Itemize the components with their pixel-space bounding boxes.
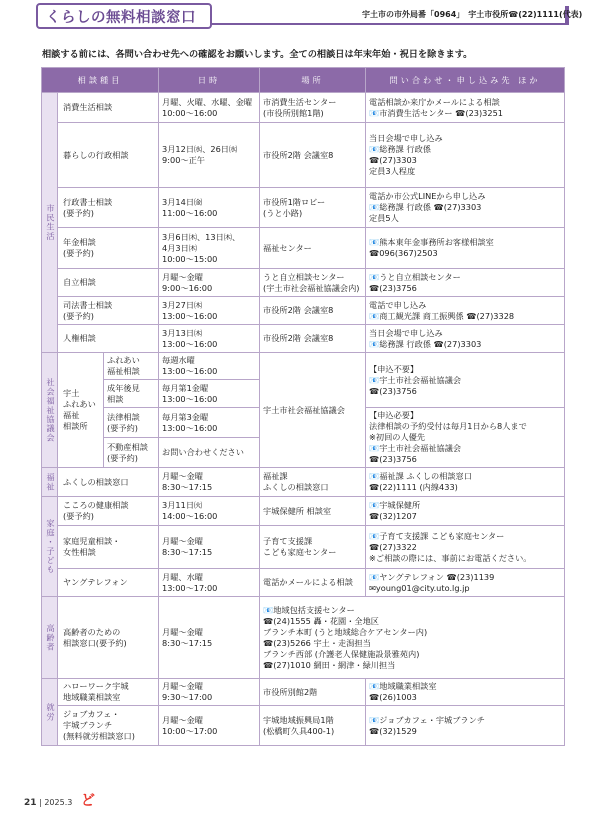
time-cell: 3月13日㈭ 13:00～16:00 (159, 325, 260, 353)
place-cell: 宇城保健所 相談室 (260, 497, 366, 526)
item-cell: 不動産相談 (要予約) (104, 438, 159, 468)
contact-cell: 📧うと自立相談センター ☎(23)3756 (366, 269, 565, 297)
section-title-box (36, 3, 212, 29)
contact-cell: 📧宇城保健所 ☎(32)1207 (366, 497, 565, 526)
place-cell: 子育て支援課 こども家庭センター (260, 526, 366, 569)
col-header-time: 日時 (159, 68, 260, 93)
time-cell: 毎月第1金曜 13:00～16:00 (159, 380, 260, 408)
category-label: 市民生活 (42, 93, 58, 353)
item-cell: 家庭児童相談・ 女性相談 (58, 526, 159, 569)
col-header-place: 場所 (260, 68, 366, 93)
time-cell: 月曜、火曜、水曜、金曜 10:00～16:00 (159, 93, 260, 123)
time-cell: 月曜～金曜 8:30～17:15 (159, 597, 260, 679)
table-row (42, 228, 565, 269)
place-cell: 市役所1階ロビー (うと小路) (260, 188, 366, 228)
time-cell: 月曜、水曜 13:00～17:00 (159, 569, 260, 597)
place-cell: 市役所2階 会議室8 (260, 297, 366, 325)
section-title: くらしの無料相談窓口 (46, 10, 196, 26)
time-cell: 3月12日㈬、26日㈬ 9:00～正午 (159, 123, 260, 188)
item-cell: 自立相談 (58, 269, 159, 297)
place-cell: 福祉センター (260, 228, 366, 269)
page-footer (24, 790, 95, 810)
item-cell: こころの健康相談 (要予約) (58, 497, 159, 526)
sub-group-label: 宇土 ふれあい 福祉 相談所 (58, 353, 104, 468)
place-cell: 福祉課 ふくしの相談窓口 (260, 468, 366, 497)
category-label: 高齢者 (42, 597, 58, 679)
item-cell: ジョブカフェ・ 宇城ブランチ (無料就労相談窓口) (58, 706, 159, 746)
time-cell: 月曜～金曜 10:00～17:00 (159, 706, 260, 746)
table-row (42, 123, 565, 188)
place-cell: 宇城地域振興局1階 (松橋町久具400-1) (260, 706, 366, 746)
time-cell: 月曜～金曜 9:00～16:00 (159, 269, 260, 297)
time-cell: 3月14日㈮ 11:00～16:00 (159, 188, 260, 228)
item-cell: ふれあい 福祉相談 (104, 353, 159, 380)
time-cell: 毎週水曜 13:00～16:00 (159, 353, 260, 380)
category-label: 就労 (42, 679, 58, 746)
contact-cell: 電話相談か来庁かメールによる相談 📧市消費生活センター ☎(23)3251 (366, 93, 565, 123)
issue-date: 2025.3 (44, 798, 73, 807)
item-cell: 暮らしの行政相談 (58, 123, 159, 188)
item-cell: 法律相談 (要予約) (104, 408, 159, 438)
table-row (42, 188, 565, 228)
time-cell: 月曜～金曜 9:30～17:00 (159, 679, 260, 706)
table-row (42, 569, 565, 597)
table-row (42, 497, 565, 526)
table-row (42, 325, 565, 353)
item-cell: 行政書士相談 (要予約) (58, 188, 159, 228)
table-row (42, 679, 565, 706)
contact-cell: 📧地域職業相談室 ☎(26)1003 (366, 679, 565, 706)
item-cell: ふくしの相談窓口 (58, 468, 159, 497)
time-cell: 3月27日㈭ 13:00～16:00 (159, 297, 260, 325)
consultation-table (41, 67, 565, 746)
item-cell: 年金相談 (要予約) (58, 228, 159, 269)
table-row (42, 269, 565, 297)
table-header-row (42, 68, 565, 93)
publication-logo: ど (80, 793, 95, 809)
contact-cell: 【申込必要】 法律相談の予約受付は毎月1日から8人まで ※初回の人優先 📧宇土市社会福祉協議会 ☎(23)3756 (366, 408, 565, 468)
page-header (0, 0, 600, 30)
contact-cell: 電話で申し込み 📧商工観光課 商工振興係 ☎(27)3328 (366, 297, 565, 325)
place-cell: 市役所2階 会議室8 (260, 325, 366, 353)
contact-cell: 電話か市公式LINEから申し込み 📧総務課 行政係 ☎(27)3303 定員5人 (366, 188, 565, 228)
time-cell: 3月11日㈫ 14:00～16:00 (159, 497, 260, 526)
contact-cell: 【申込不要】 📧宇土市社会福祉協議会 ☎(23)3756 (366, 353, 565, 408)
place-cell: 電話かメールによる相談 (260, 569, 366, 597)
contact-cell: 当日会場で申し込み 📧総務課 行政係 ☎(27)3303 (366, 325, 565, 353)
page-number: 21 (24, 798, 37, 808)
item-cell: 成年後見 相談 (104, 380, 159, 408)
item-cell: 司法書士相談 (要予約) (58, 297, 159, 325)
contact-cell: 📧福祉課 ふくしの相談窓口 ☎(22)1111 (内線433) (366, 468, 565, 497)
time-cell: 月曜～金曜 8:30～17:15 (159, 468, 260, 497)
contact-cell: 📧子育て支援課 こども家庭センター ☎(27)3322 ※ご相談の際には、事前にお電話ください。 (366, 526, 565, 569)
contact-cell: 📧ヤングテレフォン ☎(23)1139 ✉young01@city.uto.lg.jp (366, 569, 565, 597)
contact-cell: 📧熊本東年金事務所お客様相談室 ☎096(367)2503 (366, 228, 565, 269)
place-cell: 宇土市社会福祉協議会 (260, 353, 366, 468)
header-rule (210, 23, 565, 25)
table-row (42, 597, 565, 679)
item-cell: 消費生活相談 (58, 93, 159, 123)
time-cell: 毎月第3金曜 13:00～16:00 (159, 408, 260, 438)
item-cell: 人権相談 (58, 325, 159, 353)
table-row (42, 526, 565, 569)
table-row (42, 353, 565, 380)
category-label: 福祉 (42, 468, 58, 497)
table-row (42, 297, 565, 325)
city-phone-info: 宇土市の市外局番「0964」 宇土市役所☎(22)1111(代表) (362, 10, 583, 19)
category-label: 家庭・子ども (42, 497, 58, 597)
item-cell: ヤングテレフォン (58, 569, 159, 597)
place-cell: うと自立相談センター (宇土市社会福祉協議会内) (260, 269, 366, 297)
footer-divider: | (39, 798, 45, 807)
table-row (42, 93, 565, 123)
item-cell: 高齢者のための 相談窓口(要予約) (58, 597, 159, 679)
place-cell: 市消費生活センター (市役所別館1階) (260, 93, 366, 123)
time-cell: 月曜～金曜 8:30～17:15 (159, 526, 260, 569)
col-header-item: 相談種目 (42, 68, 159, 93)
time-cell: 3月6日㈭、13日㈭、 4月3日㈭ 10:00～15:00 (159, 228, 260, 269)
place-cell: 市役所別館2階 (260, 679, 366, 706)
contact-cell: 📧地域包括支援センター ☎(24)1555 轟・花園・全地区 ブランチ本町 (うと地域総合ケアセンター内) ☎(23)5266 宇土・走潟担当 ブランチ西部 (介護老人保健施設景雅苑内) ☎(27)1010 網田・網津・緑川担当 (260, 597, 565, 679)
col-header-contact: 問い合わせ・申し込み先 ほか (366, 68, 565, 93)
place-cell: 市役所2階 会議室8 (260, 123, 366, 188)
table-row (42, 706, 565, 746)
contact-cell: 当日会場で申し込み 📧総務課 行政係 ☎(27)3303 定員3人程度 (366, 123, 565, 188)
contact-cell: 📧ジョブカフェ・宇城ブランチ ☎(32)1529 (366, 706, 565, 746)
intro-note: 相談する前には、各問い合わせ先への確認をお願いします。全ての相談日は年末年始・祝日を除きます。 (42, 49, 473, 60)
item-cell: ハローワーク宇城 地域職業相談室 (58, 679, 159, 706)
time-cell: お問い合わせください (159, 438, 260, 468)
category-label: 社会福祉協議会 (42, 353, 58, 468)
table-row (42, 468, 565, 497)
